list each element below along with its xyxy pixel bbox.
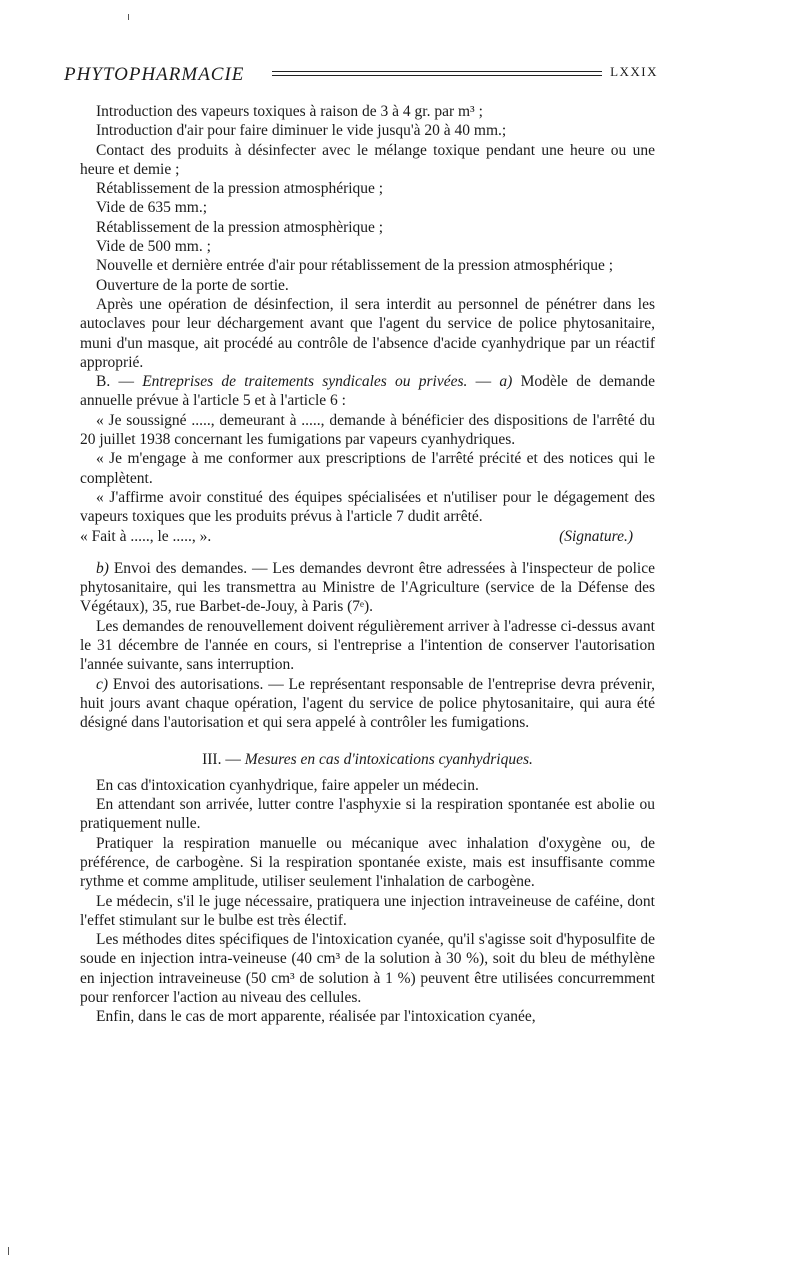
procedure-line: Contact des produits à désinfecter avec le mélange toxique pendant une heure ou une heure et demie ; (80, 141, 655, 178)
section-b-dash: — (475, 373, 492, 391)
item-b-letter: b) (96, 559, 109, 577)
renewal-paragraph: Les demandes de renouvellement doivent régulièrement arriver à l'adresse ci-dessus avant le 31 décembre de l'année en cours, si l'entreprise a l'intention de conserver l'autorisation l'année suivante, sans interruption. (80, 617, 655, 674)
procedure-line: Vide de 635 mm.; (96, 199, 207, 217)
form-line: « J'affirme avoir constitué des équipes spécialisées et n'utiliser pour le dégagement des vapeurs toxiques que les produits prévus à l'article 7 dudit arrêté. (80, 488, 655, 526)
item-b-text: Envoi des demandes. — Les demandes devront être adressées à l'inspecteur de police phytosanitaire, qui les transmettra au Ministre de l'Agriculture (service de la Défense des Végétaux), 35, rue Barbet-de-Jouy, à Paris (7ᵉ). (80, 559, 655, 616)
intoxication-paragraph: Le médecin, s'il le juge nécessaire, pratiquera une injection intraveineuse de caféine, dont l'effet stimulant sur le bulbe est très électif. (80, 892, 655, 929)
section-iii-title: Mesures en cas d'intoxications cyanhydriques. (244, 750, 533, 768)
intoxication-paragraph: En attendant son arrivée, lutter contre l'asphyxie si la respiration spontanée est abolie ou pratiquement nulle. (80, 796, 655, 833)
form-closing: « Fait à ....., le ....., ». (80, 527, 212, 545)
procedure-line: Introduction des vapeurs toxiques à raison de 3 à 4 gr. par m³ ; (96, 103, 483, 120)
intoxication-paragraph: Les méthodes dites spécifiques de l'intoxication cyanée, qu'il s'agisse soit d'hyposulfite de soude en injection intra-veineuse (40 cm³ de la solution à 30 %), soit du bleu de méthylène en injection intraveineuse (50 cm³ de solution à 1 %) peuvent être utilisées concurremment pour renforcer l'action au niveau des cellules. (80, 931, 655, 1007)
page-number: LXXIX (610, 64, 658, 79)
form-closing-line (80, 527, 655, 546)
item-c-paragraph (80, 675, 655, 733)
item-a-letter: a) (499, 373, 513, 391)
after-disinfection-paragraph: Après une opération de désinfection, il sera interdit au personnel de pénétrer dans les autoclaves pour leur déchargement avant que l'agent du service de police phytosanitaire, muni d'un masque, ait procédé au contrôle de l'absence d'acide cyanhydrique par un réactif approprié. (80, 295, 655, 371)
form-line: « Je m'engage à me conformer aux prescriptions de l'arrêté précité et des notices qui le complètent. (80, 450, 655, 487)
scan-speck (128, 14, 129, 20)
procedure-line: Rétablissement de la pression atmosphèrique ; (96, 218, 384, 236)
item-b-paragraph (80, 559, 655, 617)
running-header (64, 62, 658, 92)
form-line: « Je soussigné ....., demeurant à ....., demande à bénéficier des dispositions de l'arrêté du 20 juillet 1938 concernant les fumigations par vapeurs cyanhydriques. (80, 411, 655, 449)
header-rule (272, 71, 602, 76)
procedure-line: Rétablissement de la pression atmosphérique ; (96, 180, 384, 198)
item-c-letter: c) (96, 675, 109, 693)
section-b-lead: B. — (96, 373, 134, 391)
scan-speck (8, 1247, 9, 1255)
intoxication-paragraph: Pratiquer la respiration manuelle ou mécanique avec inhalation d'oxygène ou, de préférence, de carbogène. Si la respiration spontanée existe, mais est insuffisante comme rythme et comme amplitude, utiliser seulement l'inhalation de carbogène. (80, 834, 655, 891)
intoxication-paragraph: En cas d'intoxication cyanhydrique, faire appeler un médecin. (96, 776, 479, 794)
page-body (80, 102, 655, 1027)
section-b-heading (80, 372, 655, 411)
section-b-title: Entreprises de traitements syndicales ou privées. (142, 373, 468, 391)
form-signature: (Signature.) (559, 527, 633, 545)
procedure-line: Nouvelle et dernière entrée d'air pour rétablissement de la pression atmosphérique ; (96, 257, 614, 275)
procedure-line: Introduction d'air pour faire diminuer le vide jusqu'à 20 à 40 mm.; (96, 122, 507, 140)
section-b-rest: Modèle de demande annuelle prévue à l'article 5 et à l'article 6 : (80, 373, 656, 410)
running-title: PHYTOPHARMACIE (64, 64, 245, 85)
section-iii-lead: III. — (202, 750, 241, 768)
section-iii-heading (80, 750, 655, 769)
procedure-line: Ouverture de la porte de sortie. (96, 276, 289, 294)
intoxication-paragraph: Enfin, dans le cas de mort apparente, réalisée par l'intoxication cyanée, (96, 1008, 536, 1026)
item-c-text: Envoi des autorisations. — Le représentant responsable de l'entreprise devra prévenir, huit jours avant chaque opération, l'agent du service de police phytosanitaire, qui aura été désigné dans l'autorisation et qui sera appelé à contrôler les fumigations. (80, 675, 655, 732)
procedure-line: Vide de 500 mm. ; (96, 238, 211, 256)
